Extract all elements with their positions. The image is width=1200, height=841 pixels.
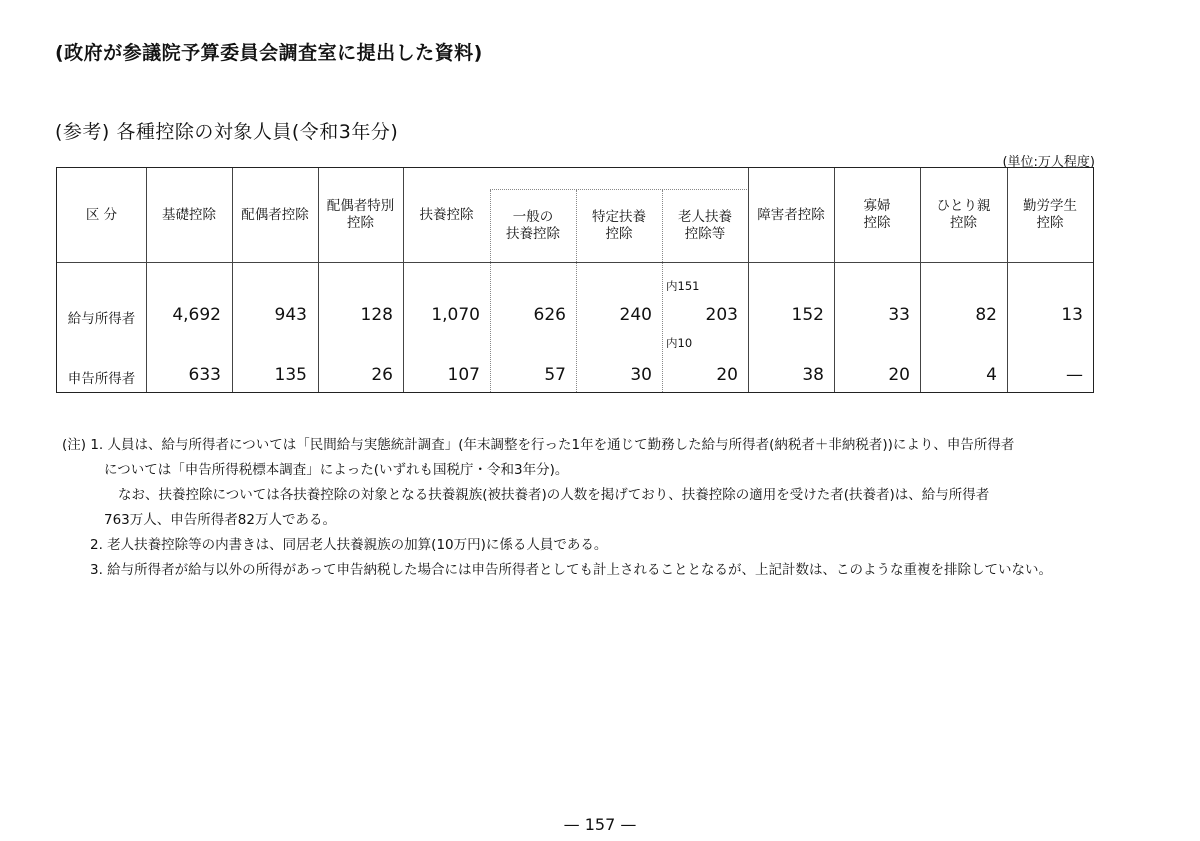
footnote-line: なお、扶養控除については各扶養控除の対象となる扶養親族(被扶養者)の人数を掲げており、扶養控除の適用を受けた者(扶養者)は、給与所得者 <box>118 487 990 503</box>
table-cell: 26 <box>371 365 393 385</box>
table-cell: 38 <box>802 365 824 385</box>
table-cell: 20 <box>716 365 738 385</box>
table-cell: 240 <box>619 305 652 325</box>
header-category: 区 分 <box>85 206 118 223</box>
table-cell: 57 <box>544 365 566 385</box>
table-cell: 128 <box>360 305 393 325</box>
header-spouse-deduction: 配偶者控除 <box>241 206 309 223</box>
footnote-line: 2. 老人扶養控除等の内書きは、同居老人扶養親族の加算(10万円)に係る人員である。 <box>90 537 608 553</box>
table-cell: 4,692 <box>172 305 221 325</box>
page-number: — 157 — <box>563 815 637 834</box>
header-widow-deduction: 寡婦 控除 <box>863 198 891 231</box>
header-elderly-dependent: 老人扶養 控除等 <box>678 208 732 242</box>
header-single-parent-deduction: ひとり親 控除 <box>936 198 991 231</box>
row-label-filing-earners: 申告所得者 <box>67 371 136 387</box>
deduction-table <box>56 167 1094 393</box>
table-divider <box>57 262 1093 263</box>
footnote-line: 3. 給与所得者が給与以外の所得があって申告納税した場合には申告所得者としても計上されることとなるが、上記計数は、このような重複を排除していない。 <box>90 562 1053 578</box>
table-cell: 33 <box>888 305 910 325</box>
table-cell: — <box>1066 365 1083 385</box>
table-cell: 82 <box>975 305 997 325</box>
footnote-line: (注) 1. 人員は、給与所得者については「民間給与実態統計調査」(年末調整を行った1年を通じて勤務した給与所得者(納税者＋非納税者))により、申告所得者 <box>62 437 1015 453</box>
header-special-spouse-deduction: 配偶者特別 控除 <box>326 198 395 231</box>
table-cell: 203 <box>705 305 738 325</box>
table-cell: 152 <box>791 305 824 325</box>
table-cell: 943 <box>274 305 307 325</box>
header-general-dependent: 一般の 扶養控除 <box>506 208 560 242</box>
table-cell: 1,070 <box>431 305 480 325</box>
section-title: (参考) 各種控除の対象人員(令和3年分) <box>55 121 399 143</box>
table-cell: 135 <box>274 365 307 385</box>
table-cell: 20 <box>888 365 910 385</box>
header-dependent-deduction: 扶養控除 <box>419 206 474 223</box>
table-cell: 30 <box>630 365 652 385</box>
row-label-salary-earners: 給与所得者 <box>67 311 136 327</box>
footnote-line: 763万人、申告所得者82万人である。 <box>104 512 336 528</box>
table-cell: 633 <box>188 365 221 385</box>
table-cell: 626 <box>533 305 566 325</box>
document-header: (政府が参議院予算委員会調査室に提出した資料) <box>55 42 483 64</box>
footnotes <box>62 433 1142 583</box>
header-working-student-deduction: 勤労学生 控除 <box>1023 198 1077 231</box>
table-cell: 107 <box>447 365 480 385</box>
header-disability-deduction: 障害者控除 <box>757 206 825 223</box>
footnote-line: については「申告所得税標本調査」によった(いずれも国税庁・令和3年分)。 <box>104 462 569 478</box>
unit-label: (単位:万人程度) <box>1002 155 1095 170</box>
table-cell: 13 <box>1061 305 1083 325</box>
elderly-cohabiting-note: 内151 <box>666 279 700 293</box>
header-basic-deduction: 基礎控除 <box>162 206 216 223</box>
table-cell: 4 <box>986 365 997 385</box>
header-specific-dependent: 特定扶養 控除 <box>592 208 646 242</box>
elderly-cohabiting-note: 内10 <box>666 336 693 350</box>
